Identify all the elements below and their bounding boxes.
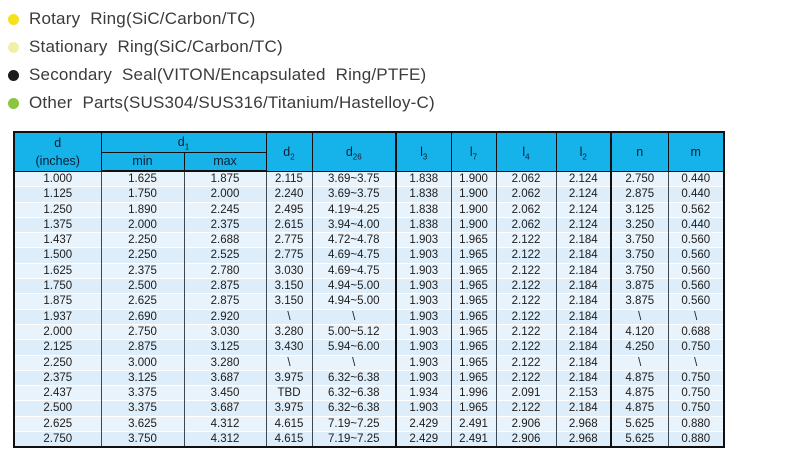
- cell-l2: 2.184: [556, 233, 611, 248]
- legend-item-other-parts: [8, 89, 435, 117]
- cell-d: 1.437: [14, 233, 101, 248]
- cell-d26: 4.72~4.78: [312, 233, 396, 248]
- cell-n: 3.125: [611, 202, 668, 217]
- cell-d2: 3.975: [266, 401, 312, 416]
- cell-d1-max: 3.687: [184, 370, 266, 385]
- cell-d: 1.375: [14, 217, 101, 232]
- col-header-d-inches: [14, 132, 101, 171]
- cell-l7: 1.900: [451, 171, 496, 187]
- col-header-d-unit: (inches): [35, 153, 80, 168]
- cell-l7: 1.965: [451, 340, 496, 355]
- table-row: [14, 340, 724, 355]
- cell-d26: \: [312, 309, 396, 324]
- cell-m: 0.560: [668, 248, 724, 263]
- cell-l3: 1.934: [396, 386, 451, 401]
- legend-item-label: Rotary Ring(SiC/Carbon/TC): [29, 9, 256, 28]
- legend-item-label: Secondary Seal(VITON/Encapsulated Ring/PTFE): [29, 65, 427, 84]
- bullet-green-icon: [8, 98, 19, 109]
- cell-d: 2.500: [14, 401, 101, 416]
- cell-d1-min: 2.625: [101, 294, 184, 309]
- cell-d26: 3.69~3.75: [312, 187, 396, 202]
- cell-l2: 2.968: [556, 416, 611, 431]
- table-row: [14, 279, 724, 294]
- cell-d2: 2.115: [266, 171, 312, 187]
- col-header-d1-min: min: [101, 153, 184, 172]
- cell-l7: 1.965: [451, 248, 496, 263]
- cell-d2: 3.280: [266, 324, 312, 339]
- cell-d1-max: 2.875: [184, 279, 266, 294]
- cell-n: 3.750: [611, 233, 668, 248]
- cell-d26: 4.94~5.00: [312, 294, 396, 309]
- cell-m: 0.560: [668, 279, 724, 294]
- cell-d1-min: 3.375: [101, 401, 184, 416]
- cell-l4: 2.906: [496, 416, 556, 431]
- cell-d1-max: 4.312: [184, 432, 266, 448]
- cell-l3: 1.838: [396, 187, 451, 202]
- cell-d1-max: 3.280: [184, 355, 266, 370]
- cell-d1-min: 1.625: [101, 171, 184, 187]
- cell-l3: 1.838: [396, 217, 451, 232]
- cell-n: 4.875: [611, 401, 668, 416]
- cell-d: 1.937: [14, 309, 101, 324]
- cell-n: 2.750: [611, 171, 668, 187]
- col-header-m: m: [668, 132, 724, 171]
- table-row: [14, 416, 724, 431]
- cell-l4: 2.906: [496, 432, 556, 448]
- cell-n: 4.875: [611, 370, 668, 385]
- cell-n: 3.875: [611, 294, 668, 309]
- cell-d2: 2.775: [266, 248, 312, 263]
- cell-d1-max: 2.375: [184, 217, 266, 232]
- cell-d2: \: [266, 309, 312, 324]
- cell-d1-min: 2.750: [101, 324, 184, 339]
- cell-d1-max: 3.687: [184, 401, 266, 416]
- cell-l4: 2.062: [496, 202, 556, 217]
- seal-dimension-table: [13, 131, 725, 448]
- cell-l3: 1.903: [396, 233, 451, 248]
- cell-d: 2.375: [14, 370, 101, 385]
- cell-m: 0.560: [668, 263, 724, 278]
- legend-item-label: Other Parts(SUS304/SUS316/Titanium/Hastelloy-C): [29, 93, 435, 112]
- cell-d2: 4.615: [266, 416, 312, 431]
- cell-l3: 1.838: [396, 171, 451, 187]
- legend-item-stationary-ring: [8, 33, 435, 61]
- cell-d26: 6.32~6.38: [312, 386, 396, 401]
- cell-d1-min: 2.875: [101, 340, 184, 355]
- cell-m: 0.560: [668, 294, 724, 309]
- cell-d1-min: 3.625: [101, 416, 184, 431]
- cell-d: 1.125: [14, 187, 101, 202]
- cell-l7: 1.965: [451, 370, 496, 385]
- cell-d1-max: 2.688: [184, 233, 266, 248]
- cell-m: 0.750: [668, 401, 724, 416]
- cell-d26: 3.94~4.00: [312, 217, 396, 232]
- cell-d2: 2.240: [266, 187, 312, 202]
- cell-l4: 2.122: [496, 263, 556, 278]
- cell-m: 0.688: [668, 324, 724, 339]
- cell-l7: 2.491: [451, 432, 496, 448]
- legend-item-rotary-ring: [8, 5, 435, 33]
- cell-d26: 3.69~3.75: [312, 171, 396, 187]
- cell-d2: 3.030: [266, 263, 312, 278]
- table-row: [14, 386, 724, 401]
- cell-l4: 2.091: [496, 386, 556, 401]
- cell-m: \: [668, 309, 724, 324]
- cell-l4: 2.122: [496, 370, 556, 385]
- cell-d26: \: [312, 355, 396, 370]
- cell-l3: 1.903: [396, 263, 451, 278]
- table-row: [14, 294, 724, 309]
- cell-d1-min: 3.750: [101, 432, 184, 448]
- cell-d1-max: 3.030: [184, 324, 266, 339]
- cell-l3: 1.903: [396, 309, 451, 324]
- cell-d26: 4.69~4.75: [312, 248, 396, 263]
- materials-legend: [8, 5, 435, 117]
- cell-n: 4.250: [611, 340, 668, 355]
- cell-d1-min: 1.890: [101, 202, 184, 217]
- cell-l3: 1.903: [396, 324, 451, 339]
- cell-d: 1.000: [14, 171, 101, 187]
- cell-d1-min: 3.000: [101, 355, 184, 370]
- table-row: [14, 217, 724, 232]
- table-row: [14, 202, 724, 217]
- cell-d: 1.250: [14, 202, 101, 217]
- cell-n: 4.120: [611, 324, 668, 339]
- legend-item-label: Stationary Ring(SiC/Carbon/TC): [29, 37, 283, 56]
- cell-l2: 2.968: [556, 432, 611, 448]
- cell-l2: 2.184: [556, 370, 611, 385]
- cell-l4: 2.122: [496, 233, 556, 248]
- cell-l2: 2.124: [556, 187, 611, 202]
- cell-d1-min: 2.000: [101, 217, 184, 232]
- cell-l7: 1.900: [451, 187, 496, 202]
- cell-l4: 2.062: [496, 187, 556, 202]
- table-row: [14, 233, 724, 248]
- cell-m: 0.750: [668, 340, 724, 355]
- table-row: [14, 370, 724, 385]
- cell-d26: 4.19~4.25: [312, 202, 396, 217]
- cell-l7: 1.996: [451, 386, 496, 401]
- cell-l2: 2.184: [556, 248, 611, 263]
- table-row: [14, 401, 724, 416]
- cell-d1-min: 3.375: [101, 386, 184, 401]
- cell-l4: 2.122: [496, 248, 556, 263]
- cell-n: 4.875: [611, 386, 668, 401]
- col-header-d2: $d_2$: [266, 132, 312, 171]
- col-header-d26: $d_{26}$: [312, 132, 396, 171]
- cell-l7: 1.965: [451, 401, 496, 416]
- col-header-n: n: [611, 132, 668, 171]
- cell-n: \: [611, 309, 668, 324]
- cell-n: 3.250: [611, 217, 668, 232]
- cell-l2: 2.184: [556, 309, 611, 324]
- cell-d26: 4.69~4.75: [312, 263, 396, 278]
- cell-l7: 1.900: [451, 202, 496, 217]
- cell-d1-max: 2.000: [184, 187, 266, 202]
- cell-l4: 2.122: [496, 340, 556, 355]
- cell-l4: 2.122: [496, 324, 556, 339]
- cell-l7: 1.900: [451, 217, 496, 232]
- cell-l2: 2.153: [556, 386, 611, 401]
- cell-d1-min: 2.500: [101, 279, 184, 294]
- cell-d: 1.875: [14, 294, 101, 309]
- cell-l2: 2.184: [556, 324, 611, 339]
- cell-m: 0.440: [668, 187, 724, 202]
- table-row: [14, 171, 724, 187]
- cell-l3: 1.903: [396, 279, 451, 294]
- cell-l3: 2.429: [396, 432, 451, 448]
- cell-l7: 1.965: [451, 263, 496, 278]
- cell-n: 5.625: [611, 416, 668, 431]
- cell-n: 5.625: [611, 432, 668, 448]
- cell-d1-max: 2.525: [184, 248, 266, 263]
- cell-d2: \: [266, 355, 312, 370]
- cell-d2: TBD: [266, 386, 312, 401]
- legend-item-secondary-seal: [8, 61, 435, 89]
- cell-l4: 2.062: [496, 217, 556, 232]
- cell-d1-max: 1.875: [184, 171, 266, 187]
- col-header-l2: $l_2$: [556, 132, 611, 171]
- cell-l3: 2.429: [396, 416, 451, 431]
- cell-d1-max: 2.780: [184, 263, 266, 278]
- cell-m: 0.880: [668, 432, 724, 448]
- cell-m: 0.560: [668, 233, 724, 248]
- cell-n: 3.750: [611, 248, 668, 263]
- cell-m: 0.440: [668, 217, 724, 232]
- cell-d1-min: 2.690: [101, 309, 184, 324]
- cell-d2: 2.775: [266, 233, 312, 248]
- cell-m: 0.880: [668, 416, 724, 431]
- cell-l2: 2.184: [556, 294, 611, 309]
- cell-l2: 2.184: [556, 340, 611, 355]
- cell-d26: 4.94~5.00: [312, 279, 396, 294]
- table-row: [14, 309, 724, 324]
- cell-l2: 2.184: [556, 263, 611, 278]
- cell-d1-min: 2.250: [101, 233, 184, 248]
- cell-m: 0.750: [668, 370, 724, 385]
- col-header-d1-max: max: [184, 153, 266, 172]
- col-header-l3: $l_3$: [396, 132, 451, 171]
- cell-m: 0.440: [668, 171, 724, 187]
- cell-d: 1.625: [14, 263, 101, 278]
- cell-l2: 2.124: [556, 202, 611, 217]
- cell-l3: 1.838: [396, 202, 451, 217]
- cell-d2: 3.150: [266, 279, 312, 294]
- cell-l4: 2.122: [496, 401, 556, 416]
- bullet-pale-yellow-icon: [8, 42, 19, 53]
- table-row: [14, 248, 724, 263]
- cell-l7: 1.965: [451, 294, 496, 309]
- cell-n: \: [611, 355, 668, 370]
- cell-l3: 1.903: [396, 401, 451, 416]
- cell-d1-min: 2.250: [101, 248, 184, 263]
- cell-n: 3.875: [611, 279, 668, 294]
- cell-l2: 2.124: [556, 171, 611, 187]
- table-row: [14, 432, 724, 448]
- cell-l7: 2.491: [451, 416, 496, 431]
- cell-l2: 2.124: [556, 217, 611, 232]
- bullet-black-icon: [8, 70, 19, 81]
- cell-l2: 2.184: [556, 279, 611, 294]
- table-row: [14, 355, 724, 370]
- cell-d26: 6.32~6.38: [312, 370, 396, 385]
- table-row: [14, 263, 724, 278]
- cell-l3: 1.903: [396, 340, 451, 355]
- cell-l2: 2.184: [556, 355, 611, 370]
- table-row: [14, 324, 724, 339]
- cell-l7: 1.965: [451, 233, 496, 248]
- cell-d: 1.750: [14, 279, 101, 294]
- cell-l4: 2.062: [496, 171, 556, 187]
- col-header-l4: $l_4$: [496, 132, 556, 171]
- cell-m: 0.562: [668, 202, 724, 217]
- cell-d26: 6.32~6.38: [312, 401, 396, 416]
- col-header-l7: $l_7$: [451, 132, 496, 171]
- cell-d1-max: 3.450: [184, 386, 266, 401]
- cell-l3: 1.903: [396, 370, 451, 385]
- cell-l7: 1.965: [451, 309, 496, 324]
- cell-d1-min: 3.125: [101, 370, 184, 385]
- cell-l7: 1.965: [451, 279, 496, 294]
- cell-n: 3.750: [611, 263, 668, 278]
- col-header-d-label: d: [54, 135, 62, 150]
- cell-d1-max: 4.312: [184, 416, 266, 431]
- cell-l4: 2.122: [496, 309, 556, 324]
- cell-d: 2.437: [14, 386, 101, 401]
- cell-d26: 5.94~6.00: [312, 340, 396, 355]
- cell-d2: 2.495: [266, 202, 312, 217]
- cell-l7: 1.965: [451, 355, 496, 370]
- cell-d2: 2.615: [266, 217, 312, 232]
- bullet-yellow-icon: [8, 14, 19, 25]
- cell-d: 2.250: [14, 355, 101, 370]
- cell-d1-min: 1.750: [101, 187, 184, 202]
- col-header-d1: $d_1$: [101, 132, 266, 153]
- cell-l3: 1.903: [396, 355, 451, 370]
- table-row: [14, 187, 724, 202]
- cell-l7: 1.965: [451, 324, 496, 339]
- cell-m: 0.750: [668, 386, 724, 401]
- cell-l3: 1.903: [396, 294, 451, 309]
- cell-l3: 1.903: [396, 248, 451, 263]
- cell-m: \: [668, 355, 724, 370]
- cell-d: 2.125: [14, 340, 101, 355]
- cell-d2: 4.615: [266, 432, 312, 448]
- cell-l4: 2.122: [496, 355, 556, 370]
- cell-l4: 2.122: [496, 294, 556, 309]
- cell-n: 2.875: [611, 187, 668, 202]
- cell-d26: 7.19~7.25: [312, 416, 396, 431]
- header-row-1: [14, 132, 724, 153]
- cell-d1-max: 2.245: [184, 202, 266, 217]
- cell-d1-max: 2.875: [184, 294, 266, 309]
- cell-l2: 2.184: [556, 401, 611, 416]
- cell-d1-min: 2.375: [101, 263, 184, 278]
- cell-d: 2.750: [14, 432, 101, 448]
- cell-d2: 3.430: [266, 340, 312, 355]
- cell-d2: 3.975: [266, 370, 312, 385]
- cell-d: 2.625: [14, 416, 101, 431]
- cell-l4: 2.122: [496, 279, 556, 294]
- cell-d26: 7.19~7.25: [312, 432, 396, 448]
- cell-d1-max: 3.125: [184, 340, 266, 355]
- cell-d26: 5.00~5.12: [312, 324, 396, 339]
- cell-d1-max: 2.920: [184, 309, 266, 324]
- cell-d: 1.500: [14, 248, 101, 263]
- cell-d: 2.000: [14, 324, 101, 339]
- cell-d2: 3.150: [266, 294, 312, 309]
